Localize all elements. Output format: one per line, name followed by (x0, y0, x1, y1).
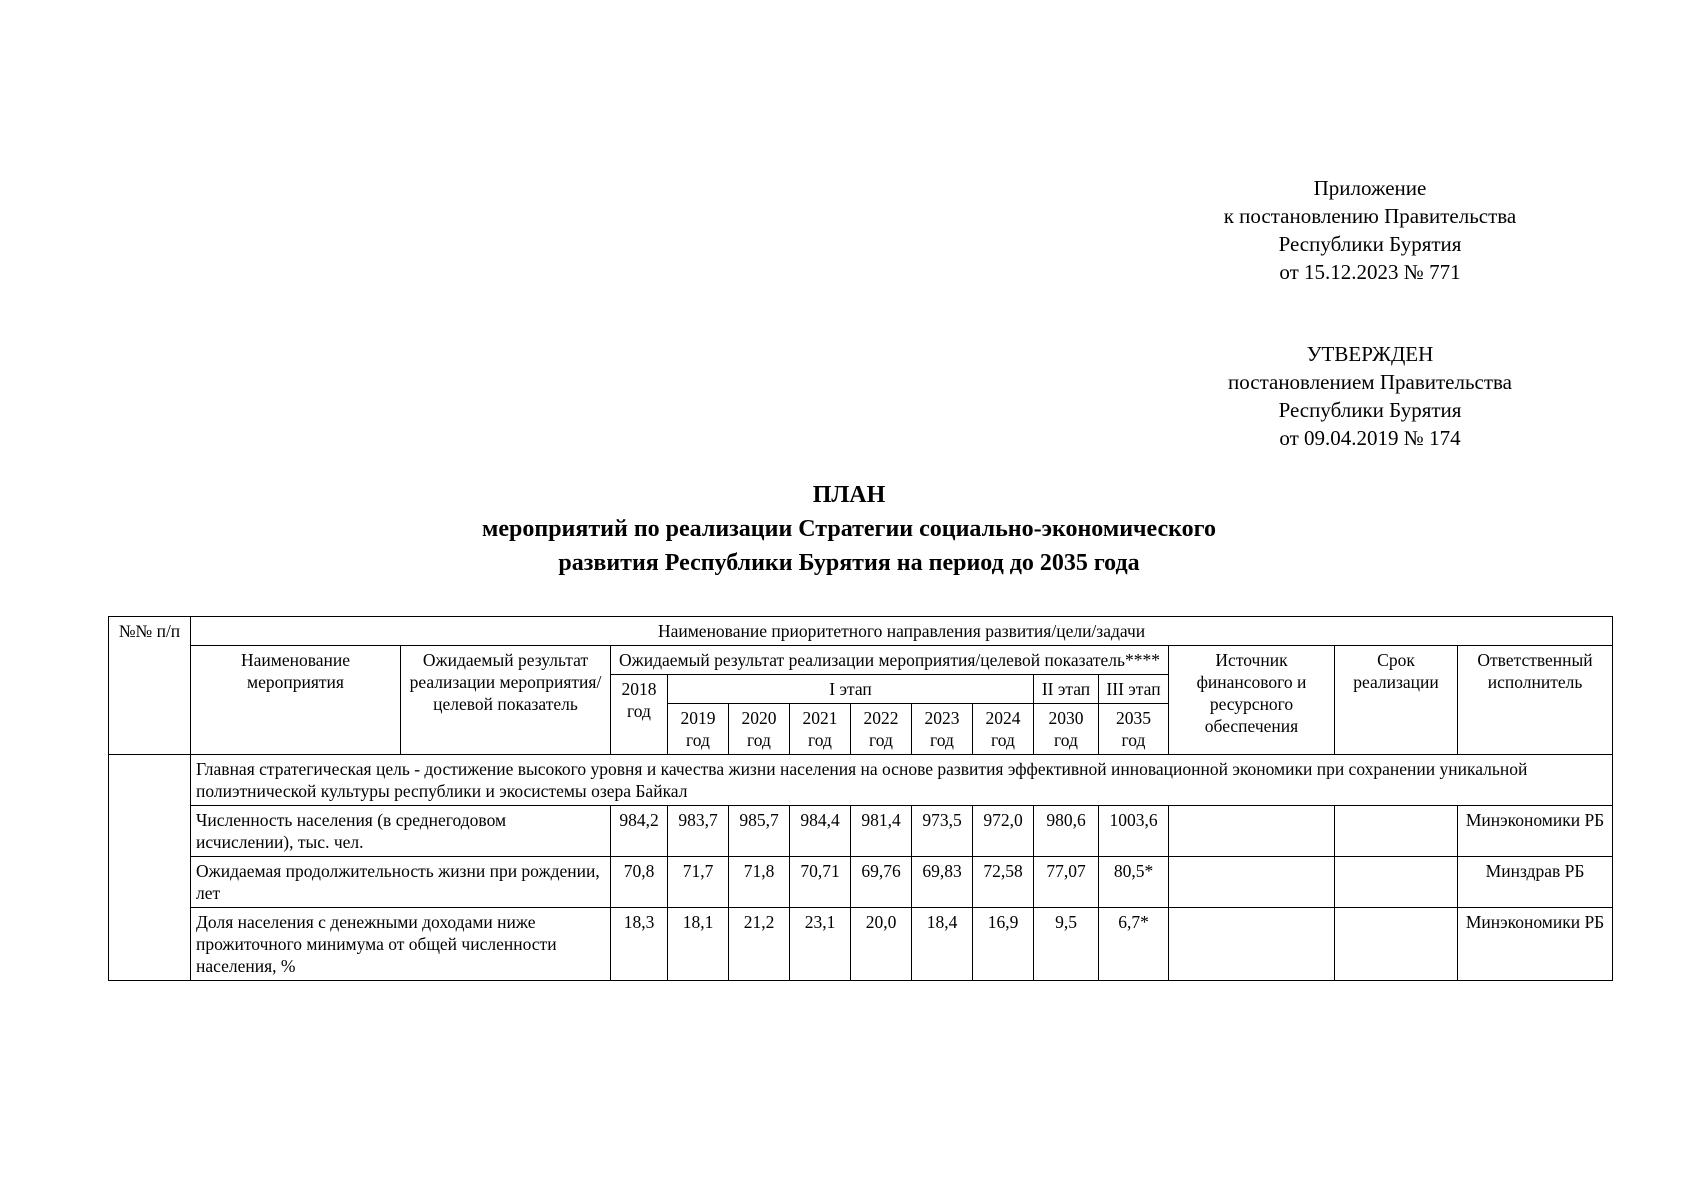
term-cell (1335, 908, 1458, 981)
table-row (109, 806, 1613, 857)
header-expected-indicator: Ожидаемый результат реализации мероприятия/целевой показатель**** (611, 646, 1169, 675)
source-cell (1169, 806, 1335, 857)
header-responsible: Ответственный исполнитель (1458, 646, 1613, 755)
goal-num-cell (109, 755, 191, 981)
header-year-2024: 2024 год (973, 704, 1034, 755)
value-2035: 6,7* (1099, 908, 1169, 981)
value-2023: 18,4 (912, 908, 973, 981)
goal-text: Главная стратегическая цель - достижение высокого уровня и качества жизни населения на основе развития эффективной инновационной экономики при сохранении уникальной полиэтнической культуры республики и экосистемы озера Байкал (191, 755, 1613, 806)
value-2023: 69,83 (912, 857, 973, 908)
responsible-cell: Минздрав РБ (1458, 857, 1613, 908)
header-year-2021: 2021 год (790, 704, 851, 755)
title-line-3: развития Республики Бурятия на период до 2035 года (558, 550, 1140, 576)
source-cell (1169, 857, 1335, 908)
value-2035: 1003,6 (1099, 806, 1169, 857)
term-cell (1335, 806, 1458, 857)
appendix-line-1: Приложение (1313, 176, 1427, 200)
value-2022: 20,0 (851, 908, 912, 981)
approved-block (1180, 340, 1560, 452)
appendix-line-2: к постановлению Правительства (1223, 204, 1517, 228)
value-2024: 72,58 (973, 857, 1034, 908)
value-2019: 983,7 (668, 806, 729, 857)
header-year-2020: 2020 год (729, 704, 790, 755)
row-name: Численность населения (в среднегодовом исчислении), тыс. чел. (191, 806, 611, 857)
value-2020: 985,7 (729, 806, 790, 857)
header-stage-2: II этап (1034, 675, 1099, 704)
header-source: Источник финансового и ресурсного обеспечения (1169, 646, 1335, 755)
approved-line-4: от 09.04.2019 № 174 (1279, 426, 1461, 450)
value-2019: 18,1 (668, 908, 729, 981)
value-2021: 984,4 (790, 806, 851, 857)
value-2024: 16,9 (973, 908, 1034, 981)
value-2030: 980,6 (1034, 806, 1099, 857)
header-stage-3: III этап (1099, 675, 1169, 704)
table-row (109, 857, 1613, 908)
header-num: №№ п/п (109, 617, 191, 755)
table-row (109, 908, 1613, 981)
header-row-2 (109, 646, 1613, 675)
value-2022: 981,4 (851, 806, 912, 857)
term-cell (1335, 857, 1458, 908)
value-2019: 71,7 (668, 857, 729, 908)
value-2024: 972,0 (973, 806, 1034, 857)
title-line-1: ПЛАН (812, 482, 886, 508)
header-year-2018: 2018 год (611, 675, 668, 755)
value-2021: 70,71 (790, 857, 851, 908)
header-event-name: Наименование мероприятия (191, 646, 401, 755)
value-2035: 80,5* (1099, 857, 1169, 908)
plan-table (108, 616, 1613, 981)
value-2021: 23,1 (790, 908, 851, 981)
title-line-2: мероприятий по реализации Стратегии социально-экономического (482, 516, 1216, 542)
value-2030: 77,07 (1034, 857, 1099, 908)
header-year-2023: 2023 год (912, 704, 973, 755)
header-expected-result: Ожидаемый результат реализации мероприятия/целевой показатель (401, 646, 611, 755)
appendix-line-3: Республики Бурятия (1278, 232, 1462, 256)
value-2020: 71,8 (729, 857, 790, 908)
source-cell (1169, 908, 1335, 981)
value-2022: 69,76 (851, 857, 912, 908)
header-year-2022: 2022 год (851, 704, 912, 755)
header-direction: Наименование приоритетного направления развития/цели/задачи (191, 617, 1613, 646)
header-term: Срок реализации (1335, 646, 1458, 755)
appendix-line-4: от 15.12.2023 № 771 (1279, 260, 1461, 284)
header-year-2019: 2019 год (668, 704, 729, 755)
value-2018: 70,8 (611, 857, 668, 908)
value-2023: 973,5 (912, 806, 973, 857)
appendix-block (1180, 174, 1560, 286)
document-title (0, 478, 1698, 580)
approved-line-1: УТВЕРЖДЕН (1306, 342, 1434, 366)
header-year-2030: 2030 год (1034, 704, 1099, 755)
header-row-1 (109, 617, 1613, 646)
row-name: Доля населения с денежными доходами ниже прожиточного минимума от общей численности населения, % (191, 908, 611, 981)
responsible-cell: Минэкономики РБ (1458, 908, 1613, 981)
header-year-2035: 2035 год (1099, 704, 1169, 755)
value-2018: 18,3 (611, 908, 668, 981)
goal-row (109, 755, 1613, 806)
approved-line-2: постановлением Правительства (1227, 370, 1512, 394)
approved-line-3: Республики Бурятия (1278, 398, 1462, 422)
header-stage-1: I этап (668, 675, 1034, 704)
value-2030: 9,5 (1034, 908, 1099, 981)
responsible-cell: Минэкономики РБ (1458, 806, 1613, 857)
row-name: Ожидаемая продолжительность жизни при рождении, лет (191, 857, 611, 908)
value-2018: 984,2 (611, 806, 668, 857)
value-2020: 21,2 (729, 908, 790, 981)
